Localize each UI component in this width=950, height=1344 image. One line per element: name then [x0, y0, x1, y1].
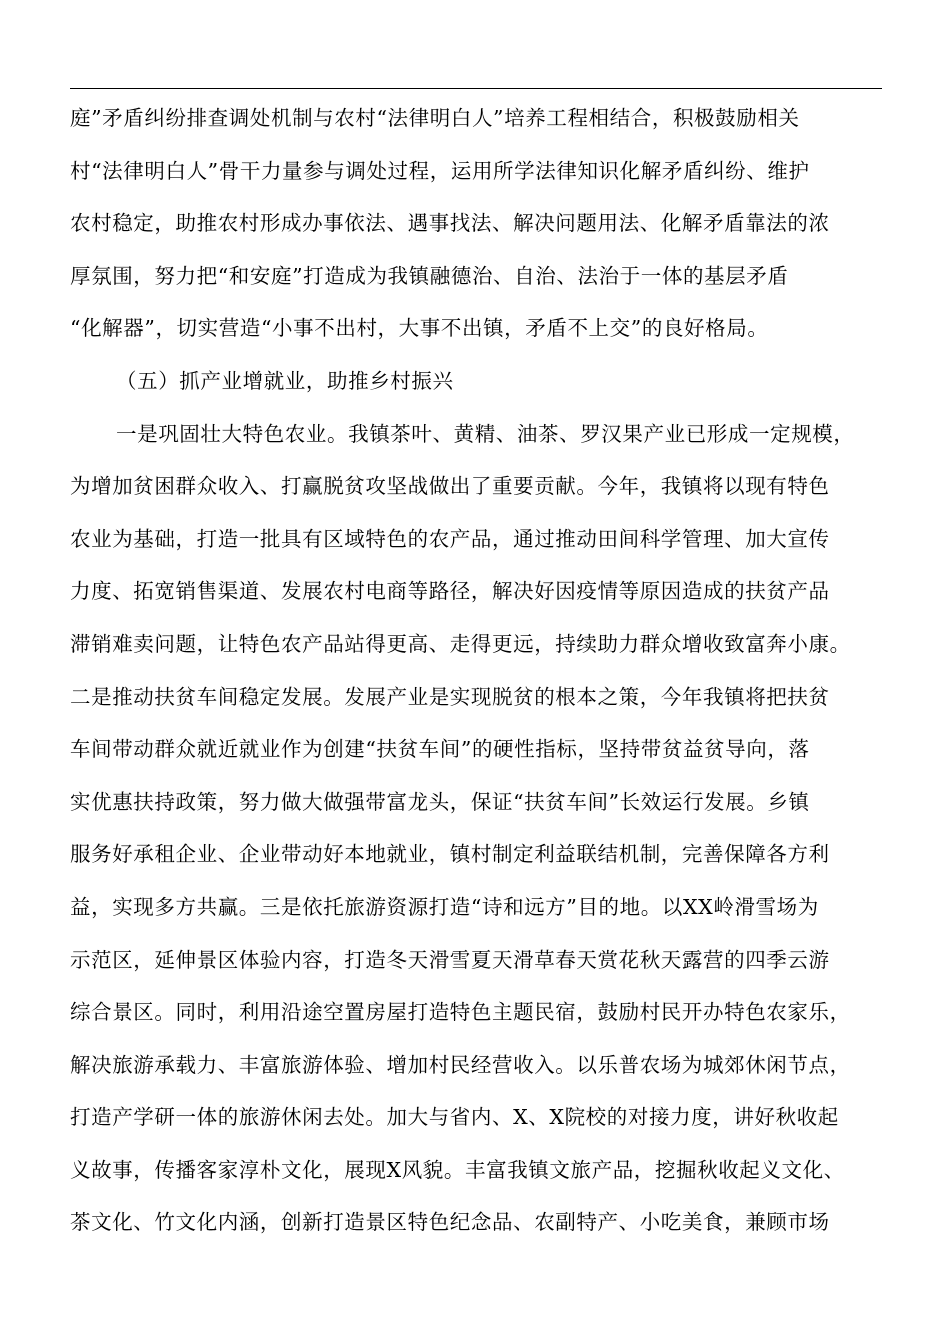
text-line: 为增加贫困群众收入、打赢脱贫攻坚战做出了重要贡献。今年，我镇将以现有特色 [70, 474, 830, 499]
document-body [70, 92, 900, 1249]
text-line: 服务好承租企业、企业带动好本地就业，镇村制定利益联结机制，完善保障各方利 [70, 842, 830, 867]
text-line: 农业为基础，打造一批具有区域特色的农产品，通过推动田间科学管理、加大宣传 [70, 526, 830, 551]
text-line: 解决旅游承载力、丰富旅游体验、增加村民经营收入。以乐普农场为城郊休闲节点， [70, 1052, 851, 1077]
text-line: 实优惠扶持政策，努力做大做强带富龙头，保证“扶贫车间”长效运行发展。乡镇 [70, 789, 810, 814]
paragraph-first-line: 一是巩固壮大特色农业。我镇茶叶、黄精、油茶、罗汉果产业已形成一定规模， [116, 421, 855, 446]
text-line: 车间带动群众就近就业作为创建“扶贫车间”的硬性指标，坚持带贫益贫导向，落 [70, 737, 810, 762]
text-line: 义故事，传播客家淳朴文化，展现X风貌。丰富我镇文旅产品，挖掘秋收起义文化、 [70, 1157, 845, 1182]
text-line: 打造产学研一体的旅游休闲去处。加大与省内、X、X院校的对接力度，讲好秋收起 [70, 1105, 839, 1130]
text-line: 力度、拓宽销售渠道、发展农村电商等路径，解决好因疫情等原因造成的扶贫产品 [70, 579, 830, 604]
header-rule [70, 88, 882, 89]
text-line: 农村稳定，助推农村形成办事依法、遇事找法、解决问题用法、化解矛盾靠法的浓 [70, 211, 830, 236]
text-line: 示范区，延伸景区体验内容，打造冬天滑雪夏天滑草春天赏花秋天露营的四季云游 [70, 947, 830, 972]
text-line: 厚氛围，努力把“和安庭”打造成为我镇融德治、自治、法治于一体的基层矛盾 [70, 263, 789, 288]
text-line: “化解器”，切实营造“小事不出村，大事不出镇，矛盾不上交”的良好格局。 [70, 316, 769, 341]
section-heading: （五）抓产业增就业，助推乡村振兴 [116, 368, 454, 393]
text-line: 综合景区。同时，利用沿途空置房屋打造特色主题民宿，鼓励村民开办特色农家乐， [70, 1000, 851, 1025]
text-line: 茶文化、竹文化内涵，创新打造景区特色纪念品、农副特产、小吃美食，兼顾市场 [70, 1210, 830, 1235]
text-line: 庭”矛盾纠纷排查调处机制与农村“法律明白人”培养工程相结合，积极鼓励相关 [70, 106, 800, 130]
text-line: 益，实现多方共赢。三是依托旅游资源打造“诗和远方”目的地。以XX岭滑雪场为 [70, 894, 819, 919]
text-line: 二是推动扶贫车间稳定发展。发展产业是实现脱贫的根本之策，今年我镇将把扶贫 [70, 684, 830, 709]
text-line: 村“法律明白人”骨干力量参与调处过程，运用所学法律知识化解矛盾纠纷、维护 [70, 158, 810, 183]
text-line: 滞销难卖问题，让特色农产品站得更高、走得更远，持续助力群众增收致富奔小康。 [70, 631, 851, 656]
